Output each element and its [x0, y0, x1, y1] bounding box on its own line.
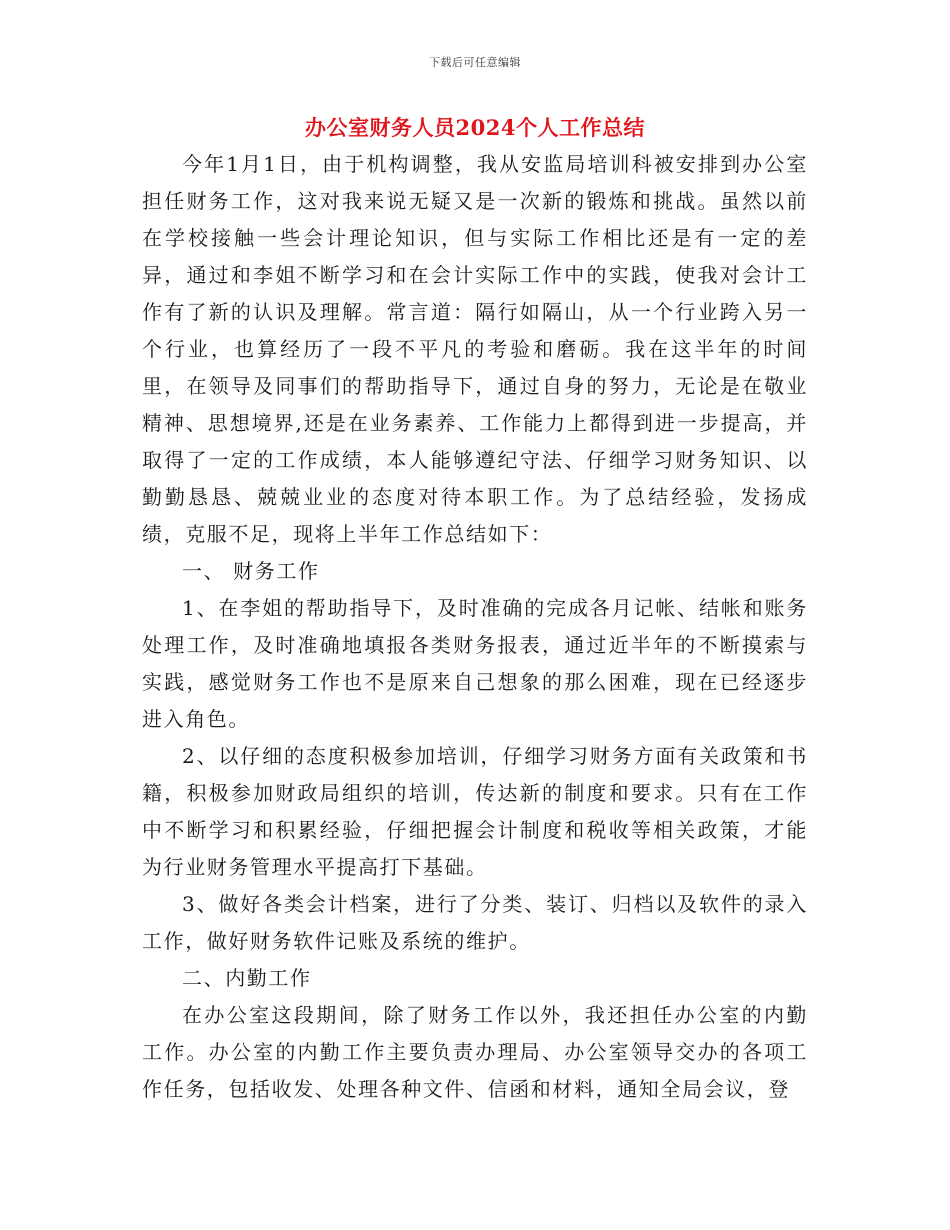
finance-item-3: 3、做好各类会计档案，进行了分类、装订、归档以及软件的录入工作，做好财务软件记账及系统的维护。 [142, 892, 808, 953]
intro-paragraph: 今年1月1日，由于机构调整，我从安监局培训科被安排到办公室担任财务工作，这对我来说无疑又是一次新的锻炼和挑战。虽然以前在学校接触一些会计理论知识，但与实际工作相比还是有一定的差异，通过和李姐不断学习和在会计实际工作中的实践，使我对会计工作有了新的认识及理解。常言道：隔行如隔山，从一个行业跨入另一个行业，也算经历了一段不平凡的考验和磨砺。我在这半年的时间里，在领导及同事们的帮助指导下，通过自身的努力，无论是在敬业精神、思想境界,还是在业务素养、工作能力上都得到进一步提高，并取得了一定的工作成绩，本人能够遵纪守法、仔细学习财务知识、以勤勤恳恳、兢兢业业的态度对待本职工作。为了总结经验，发扬成绩，克服不足，现将上半年工作总结如下： [142, 152, 808, 546]
document-title: 办公室财务人员2024个人工作总结 [305, 115, 645, 140]
section-heading-finance: 一、 财务工作 [182, 559, 320, 583]
header-note: 下载后可任意编辑 [429, 56, 521, 69]
document-body [142, 146, 808, 1108]
internal-paragraph: 在办公室这段期间，除了财务工作以外，我还担任办公室的内勤工作。办公室的内勤工作主要负责办理局、办公室领导交办的各项工作任务，包括收发、处理各种文件、信函和材料，通知全局会议，登 [142, 1003, 808, 1101]
finance-item-1: 1、在李姐的帮助指导下，及时准确的完成各月记帐、结帐和账务处理工作，及时准确地填报各类财务报表，通过近半年的不断摸索与实践，感觉财务工作也不是原来自己想象的那么困难，现在已经逐步进入角色。 [142, 596, 808, 731]
finance-item-2: 2、以仔细的态度积极参加培训，仔细学习财务方面有关政策和书籍，积极参加财政局组织的培训，传达新的制度和要求。只有在工作中不断学习和积累经验，仔细把握会计制度和税收等相关政策，才能为行业财务管理水平提高打下基础。 [142, 744, 808, 879]
section-heading-internal: 二、内勤工作 [182, 966, 312, 990]
